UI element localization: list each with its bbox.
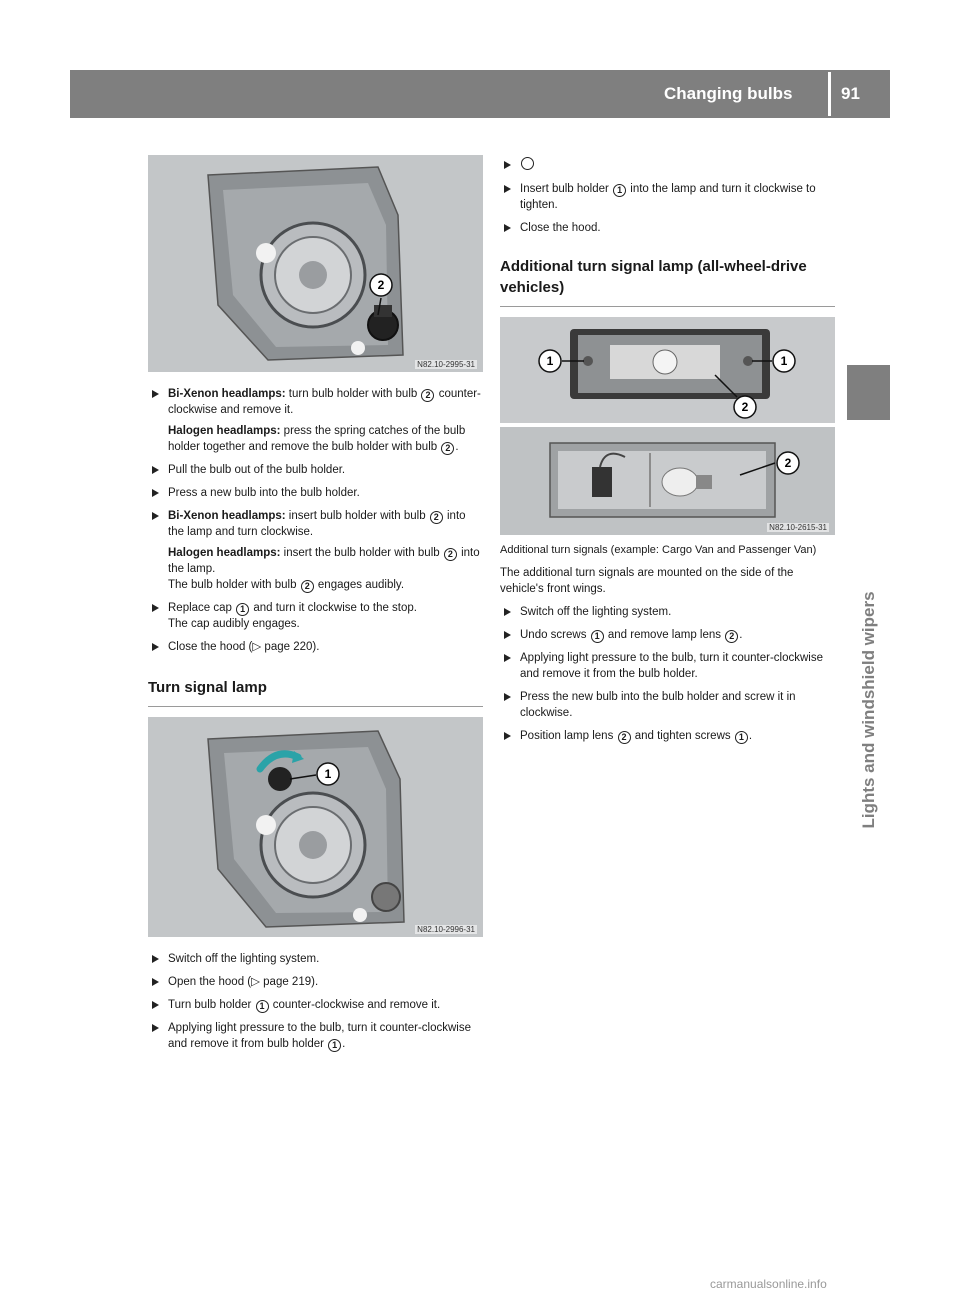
step-label-bold: Bi-Xenon headlamps: xyxy=(168,388,286,400)
step-text: press the spring catches of the bulb holder together and remove the bulb holder with bulb xyxy=(168,425,466,453)
step-text-tail: and turn it clockwise to the stop. xyxy=(253,602,417,614)
step-insert-holder xyxy=(500,181,835,213)
figure-code: N82.10-2996-31 xyxy=(417,925,475,934)
callout-number: 1 xyxy=(546,354,554,368)
step-open-hood: Open the hood (▷ page 219). xyxy=(148,974,483,990)
step-text: Position lamp lens xyxy=(520,730,614,742)
step-label-bold: Bi-Xenon headlamps: xyxy=(168,510,286,522)
figure-code: N82.10-2615-31 xyxy=(769,523,827,532)
callout-ref: 2 xyxy=(441,442,454,455)
callout-ref: 1 xyxy=(328,1039,341,1052)
step-switch-off-lighting: Switch off the lighting system. xyxy=(148,951,483,967)
callout-ref: 1 xyxy=(256,1000,269,1013)
step-undo-screws xyxy=(500,627,835,643)
step-label-bold: Halogen headlamps: xyxy=(168,547,281,559)
step-result-cap: The cap audibly engages. xyxy=(168,618,300,630)
step-text-tail: into the lamp and turn clockwise. xyxy=(168,510,466,538)
headlamp-figure-2 xyxy=(148,717,483,937)
step-turn-holder xyxy=(148,997,483,1013)
step-close-hood: Close the hood (▷ page 220). xyxy=(148,639,483,655)
step-text-tail: counter-clockwise and remove it. xyxy=(272,999,441,1011)
step-text-tail: counter-clockwise and remove it. xyxy=(168,388,481,416)
step-text-mid: and remove lamp lens xyxy=(607,629,722,641)
step-text: Undo screws xyxy=(520,629,587,641)
step-position-lens xyxy=(500,728,835,744)
step-text-tail: into the lamp and turn it clockwise to tighten. xyxy=(520,183,816,211)
page-header-title: Changing bulbs xyxy=(664,84,793,103)
callout-ref: 1 xyxy=(591,630,604,643)
step-text-tail: . xyxy=(748,730,753,742)
step-halogen-insert xyxy=(148,545,483,577)
step-apply-pressure-right: Applying light pressure to the bulb, turn it counter-clockwise and remove it from the bulb holder. xyxy=(500,650,835,682)
step-text-mid: and tighten screws xyxy=(634,730,731,742)
section-heading-additional-turn-signal: Additional turn signal lamp (all-wheel-drive vehicles) xyxy=(500,256,835,307)
turn-signal-illustration xyxy=(148,717,483,937)
step-bixenon-remove xyxy=(148,386,483,418)
callout-number: 1 xyxy=(324,767,332,781)
figure-caption: Additional turn signals (example: Cargo Van and Passenger Van) xyxy=(500,544,817,556)
chapter-tab xyxy=(847,365,890,420)
step-press-new-bulb-right: Press the new bulb into the bulb holder and screw it in clockwise. xyxy=(500,689,835,721)
side-lamp-illustration xyxy=(500,317,835,535)
step-text: The bulb holder with bulb xyxy=(168,579,297,591)
left-column xyxy=(148,155,483,1052)
step-pull-bulb: Pull the bulb out of the bulb holder. xyxy=(148,462,483,478)
callout-ref xyxy=(521,157,534,170)
callout-ref: 2 xyxy=(430,511,443,524)
step-label-bold: Halogen headlamps: xyxy=(168,425,281,437)
step-press-into-holder xyxy=(500,157,835,174)
step-halogen-remove xyxy=(148,423,483,455)
step-text-tail: . xyxy=(739,629,743,641)
step-text: turn bulb holder with bulb xyxy=(288,388,418,400)
step-text: Insert bulb holder xyxy=(520,183,609,195)
step-apply-pressure xyxy=(148,1020,483,1052)
callout-number: 1 xyxy=(780,354,788,368)
step-text-tail: engages audibly. xyxy=(317,579,405,591)
headlamp-illustration xyxy=(148,155,483,372)
step-press-new-bulb: Press a new bulb into the bulb holder. xyxy=(148,485,483,501)
step-bixenon-insert xyxy=(148,508,483,540)
step-text: Turn bulb holder xyxy=(168,999,252,1011)
callout-number: 2 xyxy=(377,278,385,292)
intro-paragraph: The additional turn signals are mounted on the side of the vehicle's front wings. xyxy=(500,567,794,595)
headlamp-figure-1 xyxy=(148,155,483,372)
callout-number: 2 xyxy=(784,456,792,470)
callout-ref: 1 xyxy=(613,184,626,197)
header-divider xyxy=(828,72,831,116)
figure-code: N82.10-2995-31 xyxy=(417,360,475,369)
callout-ref: 2 xyxy=(421,389,434,402)
section-heading-turn-signal: Turn signal lamp xyxy=(148,677,483,707)
additional-turn-signal-figure xyxy=(500,317,835,535)
callout-number: 2 xyxy=(741,400,749,414)
callout-ref: 2 xyxy=(618,731,631,744)
step-text: Applying light pressure to the bulb, turn it counter-clockwise and remove it from bulb holder xyxy=(168,1022,471,1050)
callout-ref: 2 xyxy=(301,580,314,593)
step-text: insert bulb holder with bulb xyxy=(288,510,426,522)
step-switch-off-lighting-right: Switch off the lighting system. xyxy=(500,604,835,620)
step-replace-cap xyxy=(148,600,483,616)
step-text-tail: . xyxy=(455,441,459,453)
chapter-label: Lights and windshield wipers xyxy=(859,591,878,829)
step-text: insert the bulb holder with bulb xyxy=(283,547,440,559)
step-text-tail: . xyxy=(342,1038,346,1050)
step-text-tail: into the lamp. xyxy=(168,547,480,575)
callout-ref: 2 xyxy=(725,630,738,643)
step-result-engages xyxy=(148,577,483,593)
callout-ref: 1 xyxy=(236,603,249,616)
right-column xyxy=(500,155,835,744)
callout-ref: 2 xyxy=(444,548,457,561)
callout-ref: 1 xyxy=(735,731,748,744)
step-close-hood-right: Close the hood. xyxy=(500,220,835,236)
watermark: carmanualsonline.info xyxy=(710,1277,827,1291)
step-text: Replace cap xyxy=(168,602,232,614)
page-number: 91 xyxy=(841,84,860,103)
